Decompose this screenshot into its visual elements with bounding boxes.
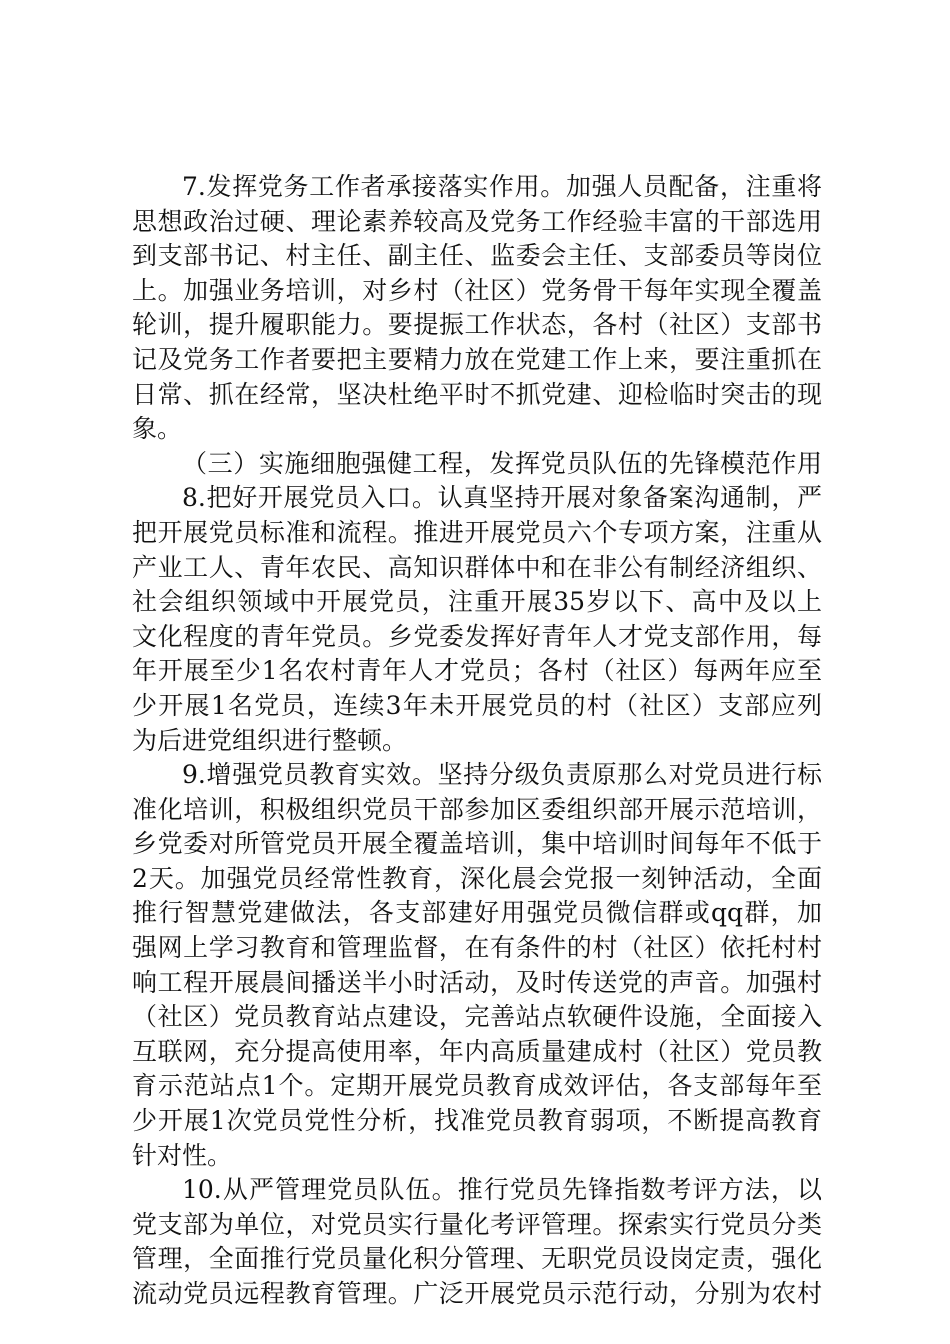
paragraph-7-line: 上。加强业务培训，对乡村（社区）党务骨干每年实现全覆盖 <box>132 275 822 305</box>
paragraph-9-line: 乡党委对所管党员开展全覆盖培训，集中培训时间每年不低于 <box>132 829 822 859</box>
paragraph-10-line: 流动党员远程教育管理。广泛开展党员示范行动，分别为农村 <box>132 1279 822 1308</box>
document-body <box>132 170 822 1312</box>
paragraph-9-line: 针对性。 <box>132 1140 233 1170</box>
paragraph-9-line: 9.增强党员教育实效。坚持分级负责原那么对党员进行标 <box>182 760 822 790</box>
paragraph-9-line: 少开展1次党员党性分析，找准党员教育弱项，不断提高教育 <box>132 1106 822 1136</box>
paragraph-10-line: 10.从严管理党员队伍。推行党员先锋指数考评方法，以 <box>182 1175 822 1205</box>
paragraph-10-line: 党支部为单位，对党员实行量化考评管理。探索实行党员分类 <box>132 1209 822 1239</box>
paragraph-7-line: 象。 <box>132 414 183 444</box>
paragraph-9-line: 育示范站点1个。定期开展党员教育成效评估，各支部每年至 <box>132 1071 822 1101</box>
paragraph-9-line: （社区）党员教育站点建设，完善站点软硬件设施，全面接入 <box>132 1002 822 1032</box>
paragraph-7-line: 轮训，提升履职能力。要提振工作状态，各村（社区）支部书 <box>132 310 822 340</box>
paragraph-7-line: 7.发挥党务工作者承接落实作用。加强人员配备，注重将 <box>182 172 822 201</box>
paragraph-8-line: 年开展至少1名农村青年人才党员；各村（社区）每两年应至 <box>132 656 822 686</box>
paragraph-9-line: 响工程开展晨间播送半小时活动，及时传送党的声音。加强村 <box>132 967 822 997</box>
paragraph-9-line: 强网上学习教育和管理监督，在有条件的村（社区）依托村村 <box>132 933 822 963</box>
paragraph-9-line: 准化培训，积极组织党员干部参加区委组织部开展示范培训， <box>132 794 822 824</box>
paragraph-7-line: 日常、抓在经常，坚决杜绝平时不抓党建、迎检临时突击的现 <box>132 379 822 409</box>
paragraph-8-line: 产业工人、青年农民、高知识群体中和在非公有制经济组织、 <box>132 552 822 582</box>
paragraph-8-line: 文化程度的青年党员。乡党委发挥好青年人才党支部作用，每 <box>132 621 822 651</box>
paragraph-7-line: 思想政治过硬、理论素养较高及党务工作经验丰富的干部选用 <box>132 206 822 236</box>
paragraph-9-line: 推行智慧党建做法，各支部建好用强党员微信群或qq群，加 <box>132 898 822 928</box>
paragraph-8-line: 为后进党组织进行整顿。 <box>132 725 408 755</box>
paragraph-9-line: 互联网，充分提高使用率，年内高质量建成村（社区）党员教 <box>132 1036 822 1066</box>
paragraph-9-line: 2天。加强党员经常性教育，深化晨会党报一刻钟活动，全面 <box>132 863 822 893</box>
paragraph-8-line: 社会组织领域中开展党员，注重开展35岁以下、高中及以上 <box>132 587 822 617</box>
paragraph-7-line: 到支部书记、村主任、副主任、监委会主任、支部委员等岗位 <box>132 241 822 271</box>
paragraph-10-line: 管理，全面推行党员量化积分管理、无职党员设岗定责，强化 <box>132 1244 822 1274</box>
section-heading: （三）实施细胞强健工程，发挥党员队伍的先锋模范作用 <box>182 448 822 478</box>
paragraph-8-line: 少开展1名党员，连续3年未开展党员的村（社区）支部应列 <box>132 690 822 720</box>
paragraph-8-line: 把开展党员标准和流程。推进开展党员六个专项方案，注重从 <box>132 517 822 547</box>
paragraph-8-line: 8.把好开展党员入口。认真坚持开展对象备案沟通制，严 <box>182 483 822 513</box>
paragraph-7-line: 记及党务工作者要把主要精力放在党建工作上来，要注重抓在 <box>132 344 822 374</box>
